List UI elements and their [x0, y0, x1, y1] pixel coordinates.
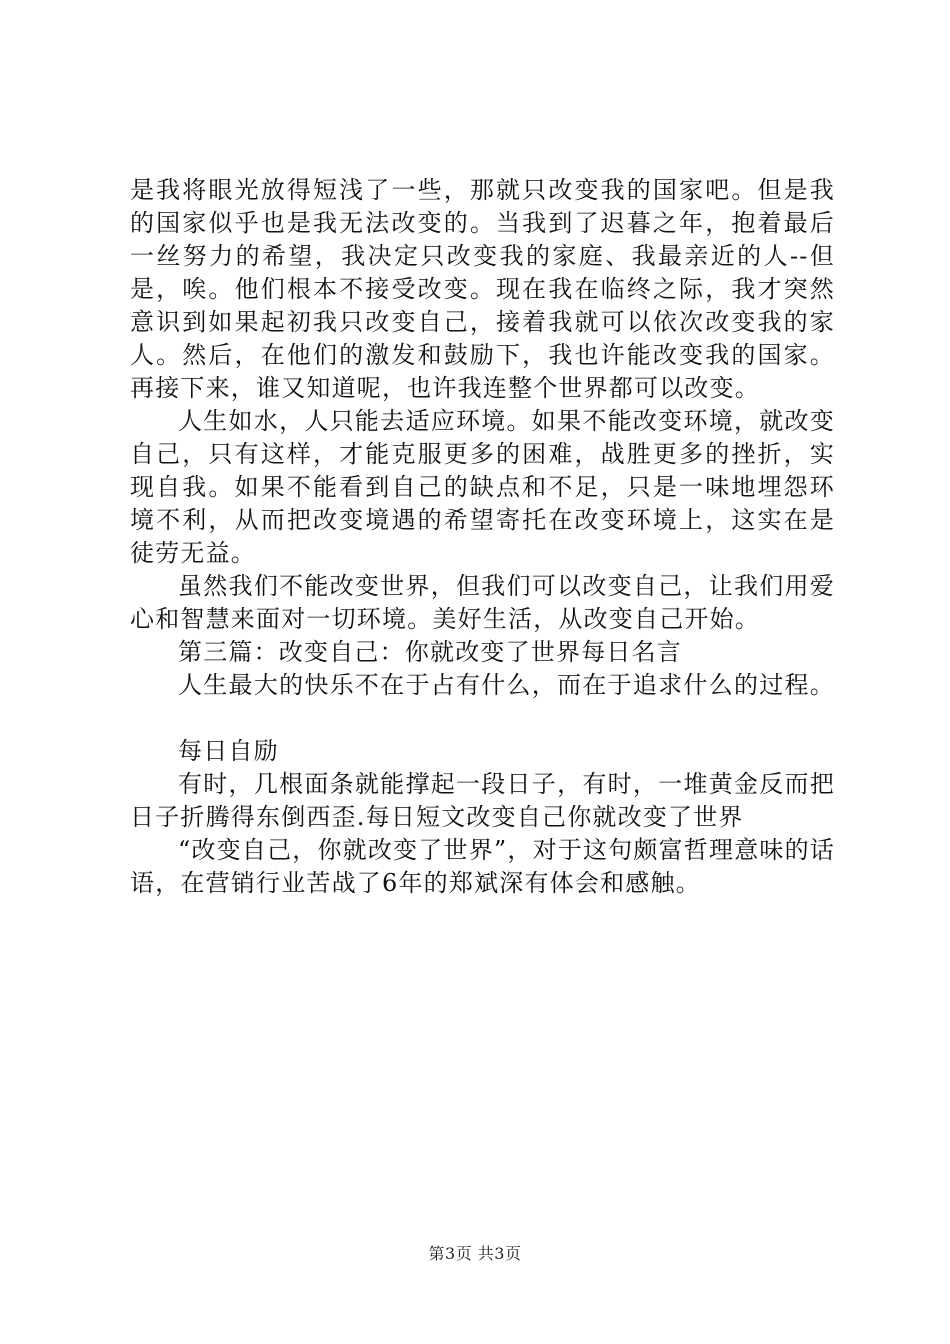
section-heading-part-three: 第三篇：改变自己：你就改变了世界每日名言 — [178, 638, 682, 666]
document-body — [130, 174, 835, 900]
paragraph-continuation: 是我将眼光放得短浅了一些，那就只改变我的国家吧。但是我的国家似乎也是我无法改变的。当我到了迟暮之年，抱着最后一丝努力的希望，我决定只改变我的家庭、我最亲近的人--但是，唉。他们根本不接受改变。现在我在临终之际，我才突然意识到如果起初我只改变自己，接着我就可以依次改变我的家人。然后，在他们的激发和鼓励下，我也许能改变我的国家。再接下来，谁又知道呢，也许我连整个世界都可以改变。 — [130, 176, 835, 402]
daily-motivation-heading: 每日自励 — [178, 737, 279, 765]
daily-quote: 人生最大的快乐不在于占有什么，而在于追求什么的过程。 — [178, 671, 835, 699]
paragraph-change-yourself: 虽然我们不能改变世界，但我们可以改变自己，让我们用爱心和智慧来面对一切环境。美好生活，从改变自己开始。 — [130, 572, 835, 633]
paragraph-zheng-bin: “改变自己，你就改变了世界”，对于这句颇富哲理意味的话语，在营销行业苦战了6年的郑斌深有体会和感触。 — [130, 836, 835, 897]
page-number-footer: 第3页 共3页 — [428, 1244, 522, 1263]
blank-line — [130, 702, 835, 735]
paragraph-noodles-and-gold: 有时，几根面条就能撑起一段日子，有时，一堆黄金反而把日子折腾得东倒西歪.每日短文改变自己你就改变了世界 — [130, 770, 835, 831]
paragraph-life-like-water: 人生如水，人只能去适应环境。如果不能改变环境，就改变自己，只有这样，才能克服更多的困难，战胜更多的挫折，实现自我。如果不能看到自己的缺点和不足，只是一味地埋怨环境不利，从而把改变境遇的希望寄托在改变环境上，这实在是徒劳无益。 — [130, 407, 835, 567]
